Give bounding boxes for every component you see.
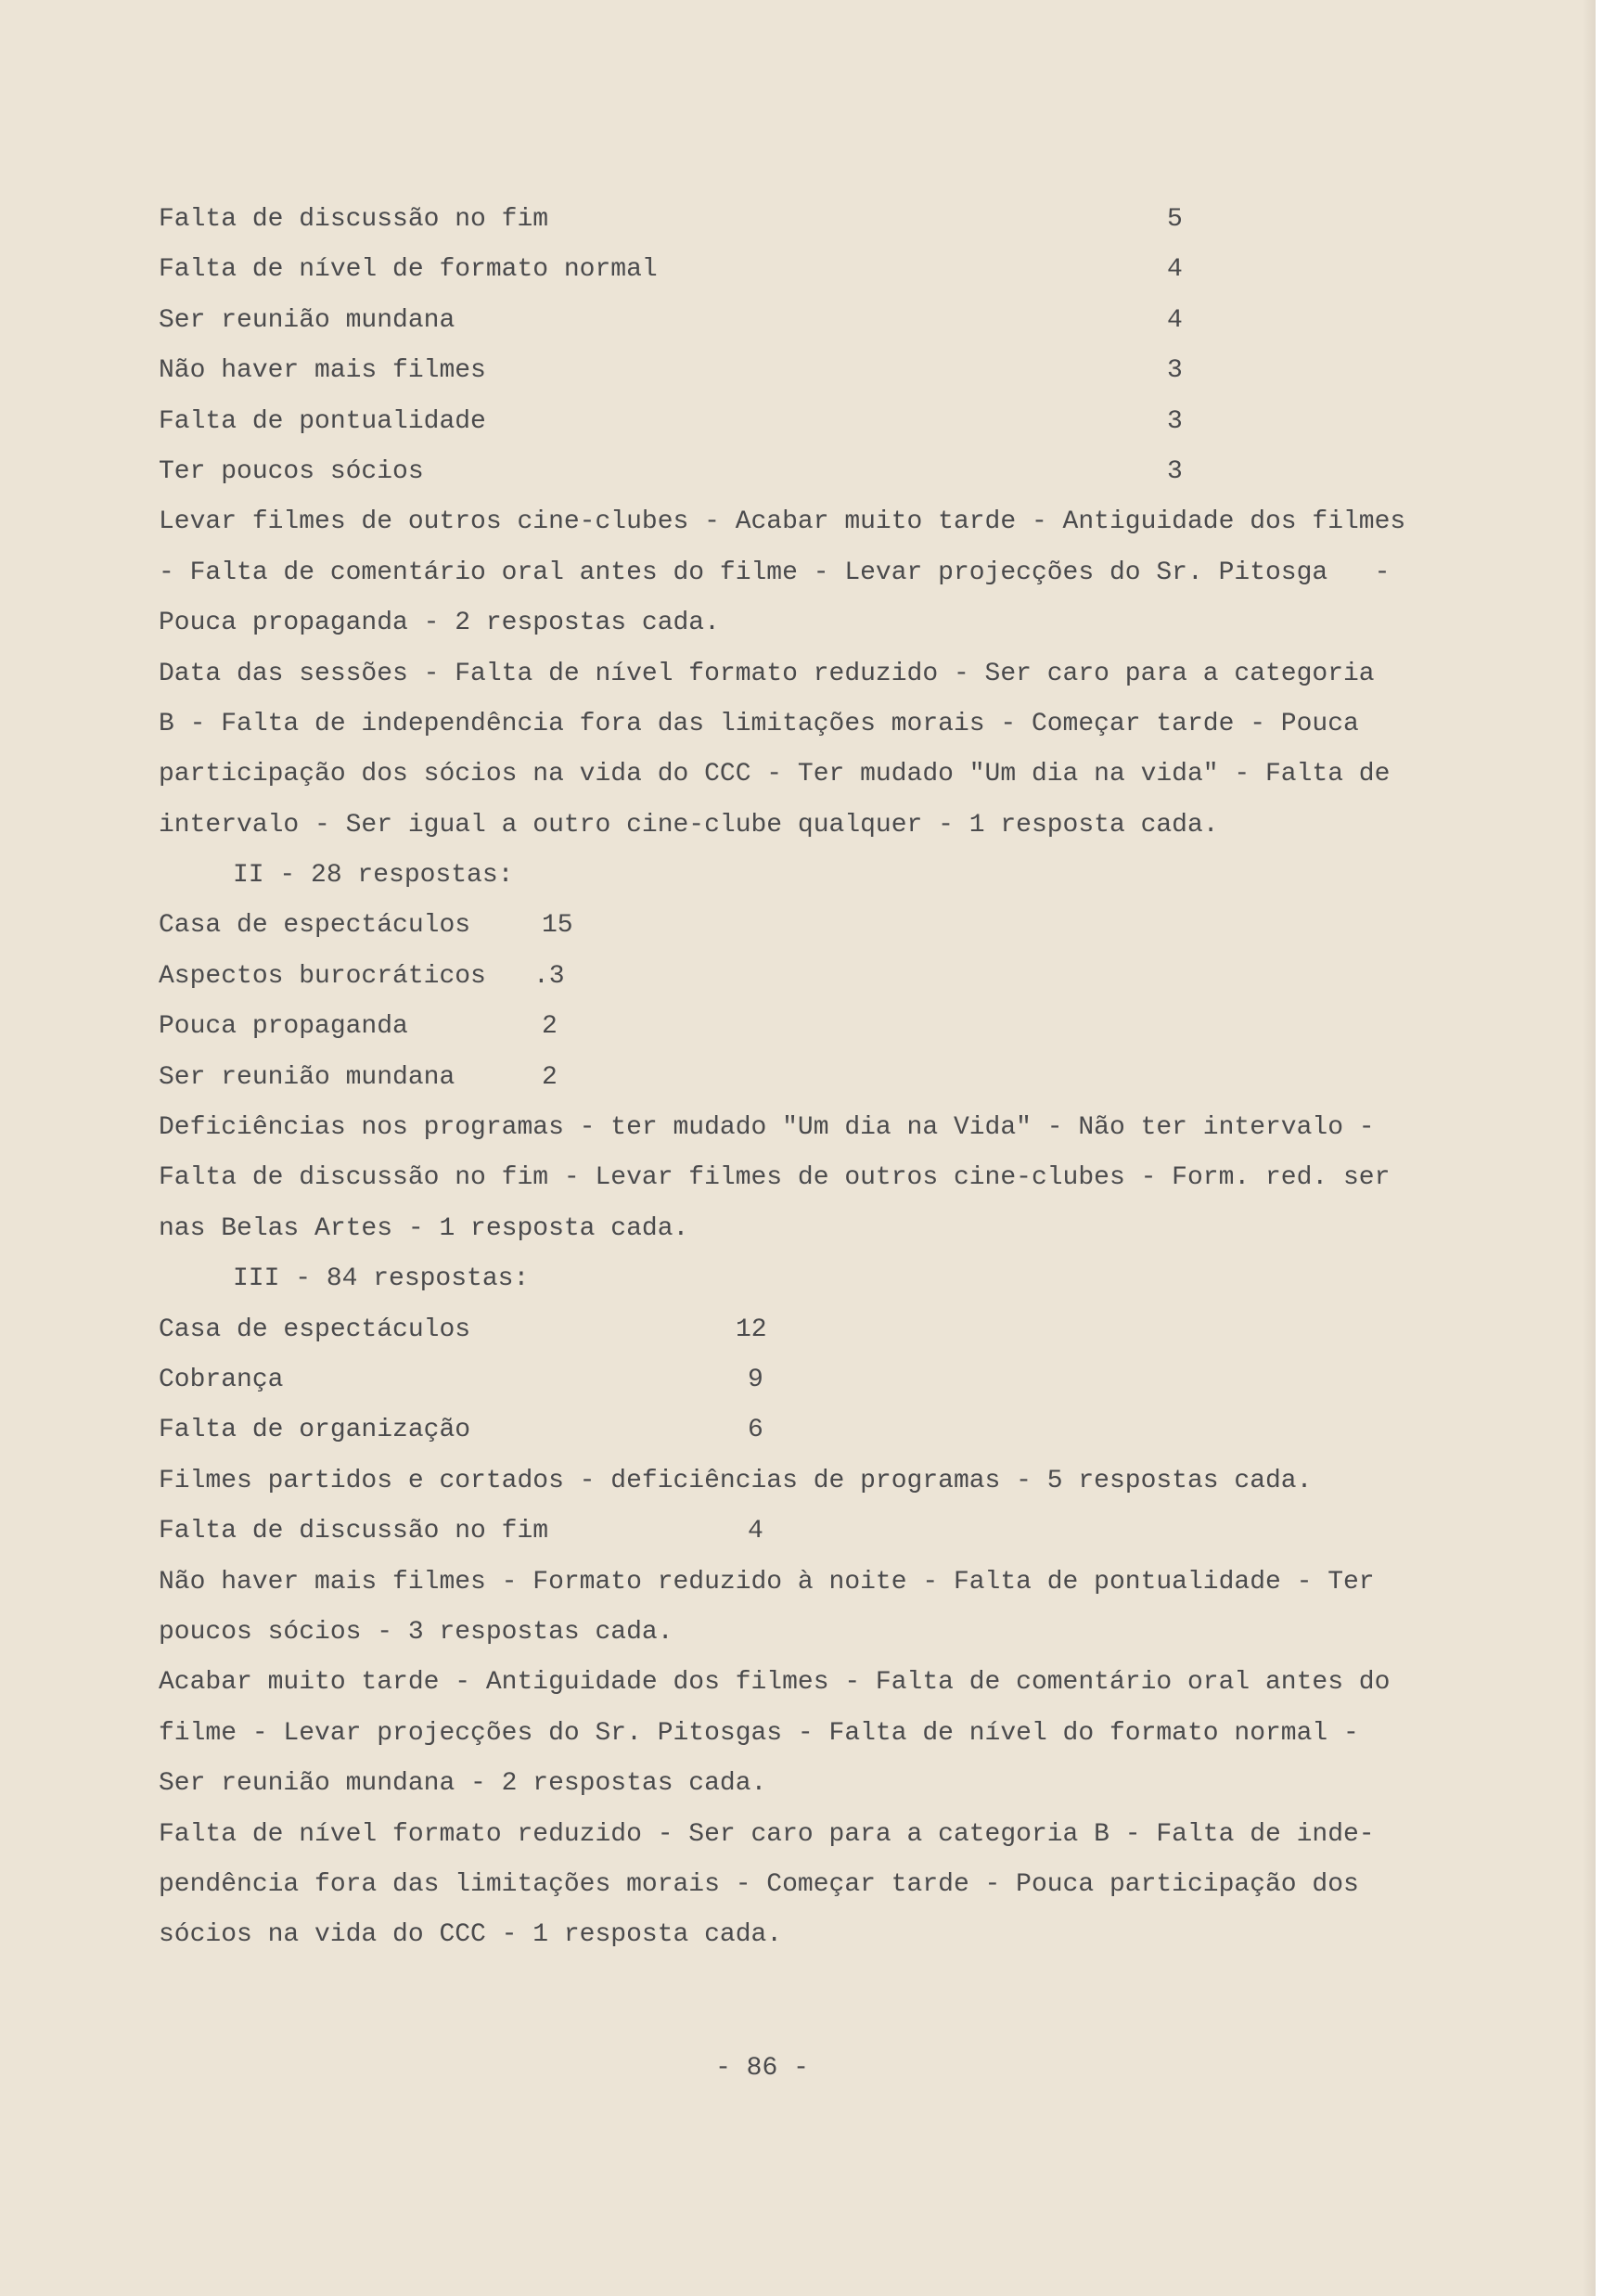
paragraph-line: intervalo - Ser igual a outro cine-clube qualquer - 1 resposta cada.: [159, 810, 1219, 840]
paragraph-line: nas Belas Artes - 1 resposta cada.: [159, 1213, 689, 1243]
list-item: [159, 901, 1346, 951]
item-count: 6: [748, 1416, 763, 1445]
list-item: [159, 447, 1346, 497]
item-label: Casa de espectáculos: [159, 1315, 471, 1344]
paragraph-line: filme - Levar projecções do Sr. Pitosgas - Falta de nível do formato normal -: [159, 1718, 1359, 1748]
paragraph-line: Pouca propaganda - 2 respostas cada.: [159, 609, 720, 638]
item-label: Falta de organização: [159, 1416, 471, 1445]
list-item: [159, 1507, 1346, 1557]
item-label: Falta de pontualidade: [159, 406, 486, 436]
section-heading: II - 28 respostas:: [233, 861, 514, 891]
item-count: 4: [748, 1517, 763, 1546]
item-label: Casa de espectáculos: [159, 911, 471, 941]
list-item: [159, 1355, 1346, 1405]
item-count: 4: [1167, 305, 1183, 335]
list-item: [159, 195, 1346, 245]
paragraph-line: poucos sócios - 3 respostas cada.: [159, 1617, 673, 1647]
paragraph-line: Deficiências nos programas - ter mudado "Um dia na Vida" - Não ter intervalo -: [159, 1113, 1375, 1143]
item-count: 4: [1167, 255, 1183, 285]
paragraph-line: Levar filmes de outros cine-clubes - Acabar muito tarde - Antiguidade dos filmes: [159, 507, 1406, 537]
paragraph-line: B - Falta de independência fora das limitações morais - Começar tarde - Pouca: [159, 709, 1359, 738]
paragraph-line: Acabar muito tarde - Antiguidade dos filmes - Falta de comentário oral antes do: [159, 1668, 1391, 1698]
paragraph-line: Ser reunião mundana - 2 respostas cada.: [159, 1769, 767, 1799]
item-count: .3: [533, 961, 565, 991]
document-body: [159, 195, 1406, 1961]
item-count: 3: [1167, 356, 1183, 386]
item-count: 5: [1167, 205, 1183, 234]
item-label: Falta de discussão no fim: [159, 205, 549, 234]
page-number: - 86 -: [715, 2054, 809, 2083]
item-label: Ser reunião mundana: [159, 305, 455, 335]
list-item: [159, 1053, 1346, 1103]
item-label: Ter poucos sócios: [159, 456, 424, 486]
paragraph-line: Falta de discussão no fim - Levar filmes de outros cine-clubes - Form. red. ser: [159, 1163, 1391, 1193]
paragraph-line: Não haver mais filmes - Formato reduzido à noite - Falta de pontualidade - Ter: [159, 1567, 1375, 1597]
item-label: Cobrança: [159, 1365, 284, 1394]
list-item: [159, 1305, 1346, 1355]
list-item: [159, 296, 1346, 346]
section-heading: III - 84 respostas:: [233, 1264, 530, 1294]
list-item: [159, 346, 1346, 396]
item-label: Não haver mais filmes: [159, 356, 486, 386]
item-label: Falta de discussão no fim: [159, 1517, 549, 1546]
list-item: [159, 397, 1346, 447]
paragraph-line: - Falta de comentário oral antes do filme - Levar projecções do Sr. Pitosga -: [159, 558, 1391, 587]
paragraph-line: participação dos sócios na vida do CCC - Ter mudado "Um dia na vida" - Falta de: [159, 760, 1391, 789]
paragraph-line: Falta de nível formato reduzido - Ser caro para a categoria B - Falta de inde-: [159, 1819, 1375, 1849]
list-item: [159, 1405, 1346, 1456]
paragraph-line: sócios na vida do CCC - 1 resposta cada.: [159, 1920, 783, 1950]
paragraph-line: pendência fora das limitações morais - Começar tarde - Pouca participação dos: [159, 1869, 1359, 1899]
item-count: 2: [542, 1012, 558, 1042]
item-count: 3: [1167, 456, 1183, 486]
item-label: Pouca propaganda: [159, 1012, 408, 1042]
paragraph-line: Data das sessões - Falta de nível formato reduzido - Ser caro para a categoria: [159, 659, 1375, 688]
item-count: 9: [748, 1365, 763, 1394]
item-count: 2: [542, 1062, 558, 1092]
list-item: [159, 952, 1346, 1002]
paragraph-line: Filmes partidos e cortados - deficiências de programas - 5 respostas cada.: [159, 1466, 1313, 1495]
item-label: Falta de nível de formato normal: [159, 255, 658, 285]
list-item: [159, 1002, 1346, 1052]
item-label: Aspectos burocráticos: [159, 961, 486, 991]
item-count: 15: [542, 911, 573, 941]
item-label: Ser reunião mundana: [159, 1062, 455, 1092]
item-count: 3: [1167, 406, 1183, 436]
item-count: 12: [736, 1315, 767, 1344]
list-item: [159, 245, 1346, 295]
